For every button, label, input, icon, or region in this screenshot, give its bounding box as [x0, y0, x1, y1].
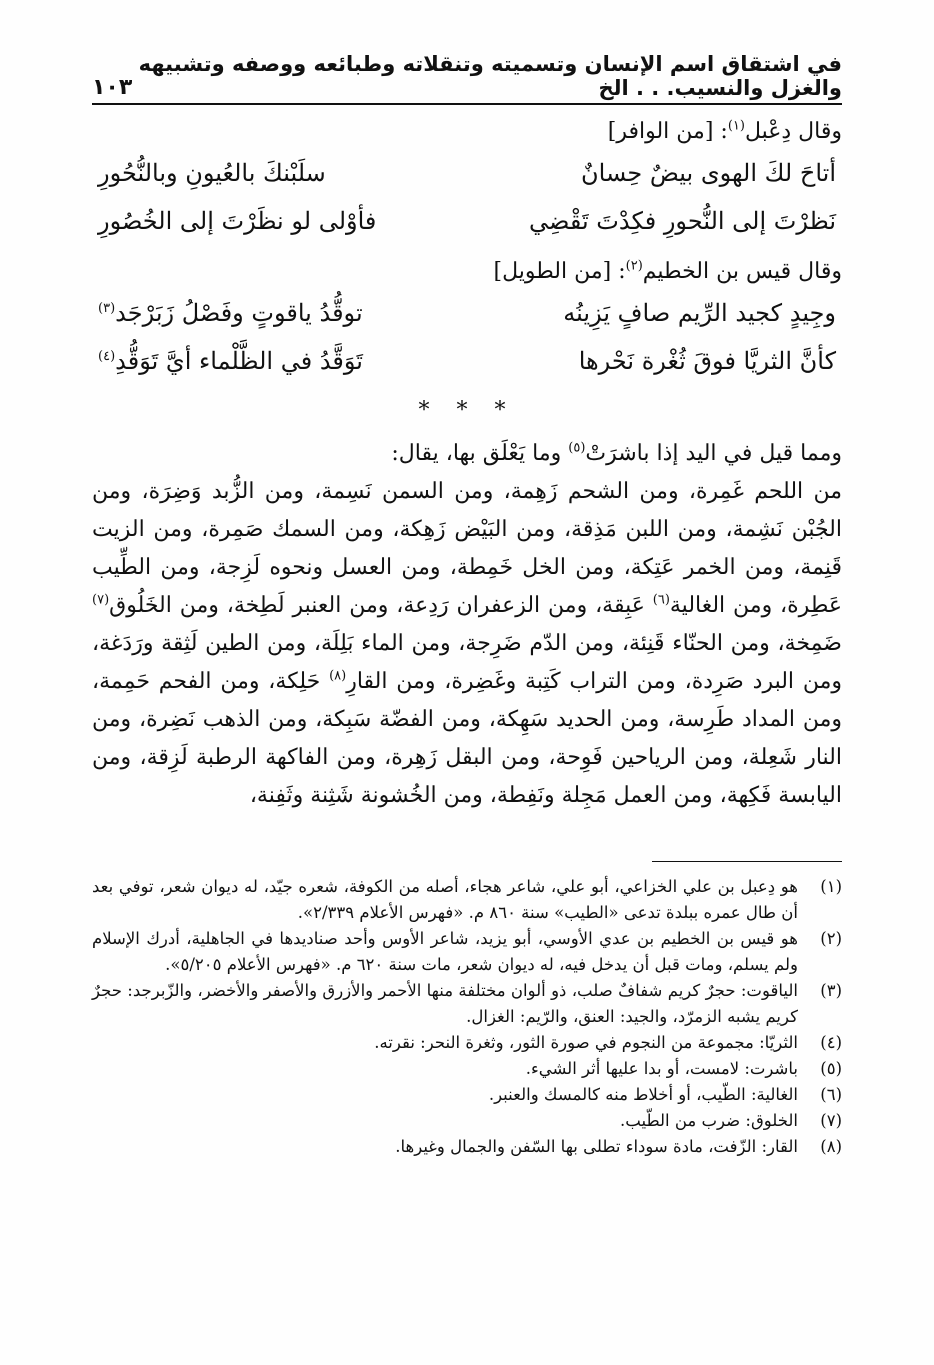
header-rule [92, 103, 842, 105]
footnote-text: الياقوت: حجرٌ كريم شفافٌ صلب، ذو ألوان مختلفة منها الأحمر والأزرق والأصفر والأخضر، والزّبرجد: حجرٌ كريم يشبه الزمرّد، والجيد: العنق، والرّيم: الغزال. [92, 981, 798, 1026]
poem2-meter: : [من الطويل] [493, 259, 626, 284]
paragraph-body [92, 473, 842, 815]
verse-first-hemistich: وجِيدٍ كجيد الرِّيم صافٍ يَزِينُه [563, 299, 836, 327]
body-text: عَبِقة، ومن الزعفران رَدِعة، ومن العنبر لَطِخة، ومن الخَلُوق [109, 593, 653, 618]
verse-second-hemistich: سلَبْنكَ بالعُيونِ وبالنُّحُورِ [98, 159, 326, 187]
footnote-text: الغالية: الطّيب، أو أخلاط منه كالمسك والعنبر. [488, 1085, 798, 1104]
verse-line [92, 337, 842, 385]
footnote-ref-2[interactable]: (٢) [625, 258, 643, 274]
verse-first-hemistich: نَظرْتَ إلى النُّحورِ فكِدْتَ تَقْضِي [529, 207, 836, 235]
intro-text: ومما قيل في اليد إذا باشرَتْ [585, 441, 842, 466]
footnote-text: الخلوق: ضرب من الطّيب. [620, 1111, 798, 1130]
footnote-ref-5[interactable]: (٥) [568, 440, 586, 456]
footnote-ref-4[interactable]: (٤) [98, 349, 116, 364]
footnote-text: باشرت: لامست، أو بدا عليها أثر الشيء. [525, 1059, 798, 1078]
footnote-text: الثريّا: مجموعة من النجوم في صورة الثور، وثغرة النحر: نقرته. [374, 1033, 798, 1052]
poem1-intro [92, 115, 842, 149]
footnote-item [92, 1056, 842, 1082]
footnote-text: هو قيس بن الخطيم بن عدي الأوسي، أبو يزيد، شاعر الأوس وأحد صناديدها في الجاهلية، أدرك الإسلام ولم يسلم، ومات قبل أن يدخل فيه، له ديوان شعر، مات سنة ٦٢٠ م. «فهرس الأعلام ٥/٢٠٥». [92, 929, 798, 974]
footnote-item [92, 978, 842, 1030]
footnote-number: (٨) [820, 1137, 842, 1156]
footnote-item [92, 1030, 842, 1056]
poem1-meter: : [من الوافر] [607, 119, 728, 144]
footnote-ref-6[interactable]: (٦) [652, 592, 670, 608]
poem1-intro-text: وقال دِعْبل [744, 119, 842, 144]
page-number: ١٠٣ [92, 75, 133, 100]
footnote-number: (٥) [820, 1059, 842, 1078]
verse-text: توقُّدُ ياقوتٍ وفَصْلُ زَبَرْجَد [115, 299, 363, 327]
verse-second-hemistich [98, 337, 363, 385]
running-header [92, 52, 842, 100]
verse-first-hemistich: كأنَّ الثريَّا فوقَ ثُغْرة نَحْرها [578, 347, 836, 375]
footnote-ref-8[interactable]: (٨) [329, 668, 347, 684]
body-text: ضَمِخة، ومن الحنّاء قَنِئة، ومن الدّم ضَرِجة، ومن الماء بَلِلَة، ومن الطين لَثِقة ورَدَغة، ومن البرد صَرِدة، ومن التراب كَتِبة وغَضِرة، ومن القارِ [92, 631, 843, 694]
footnote-ref-1[interactable]: (١) [727, 118, 745, 134]
verse-text: تَوَقَّدُ في الظَّلْماء أيَّ تَوَقُّدِ [115, 347, 363, 375]
body-text: حَلِكة، ومن الفحم حَمِمة، ومن المداد طَرِسة، ومن الحديد سَهِكة، ومن الفضّة سَبِكة، ومن الذهب نَضِرة، ومن النار شَعِلة، ومن الرياحين فَوِحة، ومن البقل زَهِرة، ومن الفاكهة الرطبة لَزِقة، ومن اليابسة فَكِهة، ومن العمل مَجِلة ونَفِطة، ومن الخُشونة شَثِنة وثَفِنة، [92, 669, 842, 808]
footnote-text: القار: الزّفت، مادة سوداء تطلى بها السّفن والجمال وغيرها. [395, 1137, 798, 1156]
footnote-rule [652, 861, 842, 862]
footnote-number: (٤) [820, 1033, 842, 1052]
verse-first-hemistich: أتاحَ لكَ الهوى بيضٌ حِسانٌ [581, 159, 836, 187]
poem2-intro [92, 255, 842, 289]
footnote-number: (٣) [820, 981, 842, 1000]
paragraph-intro [92, 435, 842, 473]
footnote-text: هو دِعبل بن علي الخزاعي، أبو علي، شاعر هجاء، أصله من الكوفة، شعره جيّد، له ديوان شعر، توفي بعد أن طال عمره ببلدة تدعى «الطيب» سنة ٨٦٠ م. «فهرس الأعلام ٢/٣٣٩». [92, 877, 798, 922]
footnote-item [92, 1108, 842, 1134]
footnote-ref-7[interactable]: (٧) [92, 592, 110, 608]
footnote-item [92, 874, 842, 926]
verse-line [92, 149, 842, 197]
footnote-number: (١) [820, 877, 842, 896]
main-paragraph [92, 435, 842, 815]
intro-text: وما يَعْلَق بها، يقال: [391, 441, 569, 466]
footnote-item [92, 1134, 842, 1160]
verse-line [92, 289, 842, 337]
section-separator: * * * [418, 398, 516, 423]
body-text: من اللحم غَمِرة، ومن الشحم زَهِمة، ومن السمن نَسِمة، ومن الزُّبد وَضِرَة، ومن الجُبْن نَشِمة، ومن اللبن مَذِقة، ومن البَيْض زَهِكة، ومن السمك صَمِرة، ومن الزيت قَنِمة، ومن الخمر عَتِكة، ومن الخل خَمِطة، ومن العسل ونحوه لَزِجة، ومن الطِّيب عَطِرة، ومن الغالية [92, 479, 842, 618]
footnote-number: (٦) [820, 1085, 842, 1104]
footnote-ref-3[interactable]: (٣) [98, 301, 116, 316]
footnote-item [92, 1082, 842, 1108]
verse-line [92, 197, 842, 245]
footnote-number: (٧) [820, 1111, 842, 1130]
footnotes [92, 874, 842, 1160]
header-title: في اشتقاق اسم الإنسان وتسميته وتنقلاته وطبائعه ووصفه وتشبيهه والغزل والنسيب. . . الخ [138, 52, 842, 100]
footnote-number: (٢) [820, 929, 842, 948]
verse-second-hemistich: فأوْلى لو نظَرْتَ إلى الخُصُورِ [98, 207, 377, 235]
verse-second-hemistich [98, 289, 363, 337]
footnote-item [92, 926, 842, 978]
poem2-intro-text: وقال قيس بن الخطيم [642, 259, 842, 284]
